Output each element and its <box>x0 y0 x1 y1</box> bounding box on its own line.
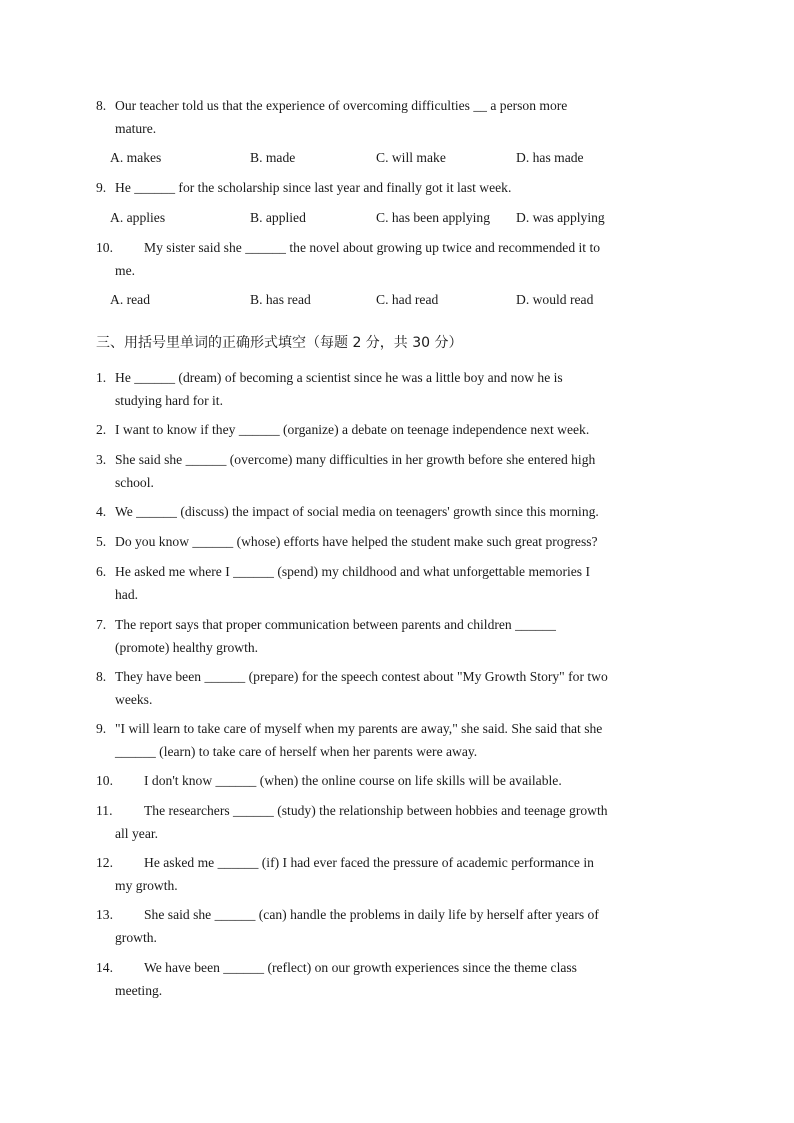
question-text: I want to know if they ______ (organize) a debate on teenage independence next week. <box>115 422 590 437</box>
question-fill-8 <box>96 666 696 711</box>
question-text: She said she ______ (can) handle the problems in daily life by herself after years of <box>144 907 599 922</box>
question-fill-11 <box>96 800 696 845</box>
question-text: He asked me where I ______ (spend) my childhood and what unforgettable memories I <box>115 564 591 579</box>
question-mc-9 <box>96 177 696 200</box>
question-number: 8. <box>96 669 107 684</box>
question-text: My sister said she ______ the novel about growing up twice and recommended it to <box>144 240 601 255</box>
question-number: 10. <box>96 240 113 255</box>
question-number: 8. <box>96 98 107 113</box>
options-mc-10 <box>110 289 710 311</box>
question-text-continued: ______ (learn) to take care of herself when her parents were away. <box>115 743 478 759</box>
question-text-continued: meeting. <box>115 982 163 998</box>
option-a: A. applies <box>110 210 166 225</box>
option-b: B. made <box>250 150 296 165</box>
question-number: 9. <box>96 180 107 195</box>
question-number: 12. <box>96 855 113 870</box>
question-number: 10. <box>96 773 113 788</box>
question-number: 14. <box>96 960 113 975</box>
question-number: 6. <box>96 564 107 579</box>
question-fill-14 <box>96 957 696 1002</box>
question-text: Do you know ______ (whose) efforts have helped the student make such great progress? <box>115 534 598 549</box>
question-number: 1. <box>96 370 107 385</box>
question-text: The researchers ______ (study) the relationship between hobbies and teenage growth <box>144 803 608 818</box>
option-c: C. has been applying <box>376 210 491 225</box>
option-a: A. makes <box>110 150 162 165</box>
question-fill-9 <box>96 718 696 763</box>
question-number: 11. <box>96 803 113 818</box>
question-text: We have been ______ (reflect) on our growth experiences since the theme class <box>144 960 577 975</box>
question-mc-10 <box>96 237 696 282</box>
option-b: B. has read <box>250 292 311 307</box>
option-c: C. will make <box>376 150 446 165</box>
section-title: 三、用括号里单词的正确形式填空（每题 2 分，共 30 分） <box>96 335 463 351</box>
option-d: D. was applying <box>516 210 605 225</box>
question-number: 4. <box>96 504 107 519</box>
question-text: He asked me ______ (if) I had ever faced the pressure of academic performance in <box>144 855 594 870</box>
question-text-continued: mature. <box>115 120 157 136</box>
question-fill-1 <box>96 367 696 412</box>
question-text-continued: growth. <box>115 929 157 945</box>
question-number: 3. <box>96 452 107 467</box>
question-text-continued: (promote) healthy growth. <box>115 639 259 655</box>
question-fill-2 <box>96 419 696 442</box>
option-a: A. read <box>110 292 151 307</box>
question-fill-7 <box>96 614 696 659</box>
question-number: 9. <box>96 721 107 736</box>
question-fill-13 <box>96 904 696 949</box>
question-text: The report says that proper communication between parents and children ______ <box>115 617 556 632</box>
question-number: 13. <box>96 907 113 922</box>
question-fill-6 <box>96 561 696 606</box>
question-fill-12 <box>96 852 696 897</box>
question-text: "I will learn to take care of myself when my parents are away," she said. She said that she <box>115 721 603 736</box>
question-fill-5 <box>96 531 696 554</box>
question-text-continued: school. <box>115 474 154 490</box>
question-text-continued: all year. <box>115 825 159 841</box>
question-number: 2. <box>96 422 107 437</box>
option-d: D. has made <box>516 150 584 165</box>
question-text-continued: studying hard for it. <box>115 392 223 408</box>
question-number: 7. <box>96 617 107 632</box>
question-text-continued: weeks. <box>115 691 153 707</box>
option-d: D. would read <box>516 292 594 307</box>
question-text: He ______ (dream) of becoming a scientist since he was a little boy and now he is <box>115 370 563 385</box>
options-mc-8 <box>110 147 710 169</box>
question-fill-4 <box>96 501 696 524</box>
question-text-continued: me. <box>115 262 136 278</box>
question-text: She said she ______ (overcome) many difficulties in her growth before she entered high <box>115 452 596 467</box>
question-text: We ______ (discuss) the impact of social media on teenagers' growth since this morning. <box>115 504 599 519</box>
question-text: They have been ______ (prepare) for the speech contest about "My Growth Story" for two <box>115 669 608 684</box>
question-number: 5. <box>96 534 107 549</box>
question-text: Our teacher told us that the experience of overcoming difficulties __ a person more <box>115 98 568 113</box>
question-fill-10 <box>96 770 696 793</box>
option-b: B. applied <box>250 210 306 225</box>
question-fill-3 <box>96 449 696 494</box>
question-text: I don't know ______ (when) the online course on life skills will be available. <box>144 773 562 788</box>
question-text-continued: had. <box>115 586 139 602</box>
option-c: C. had read <box>376 292 439 307</box>
options-mc-9 <box>110 207 710 229</box>
question-text: He ______ for the scholarship since last year and finally got it last week. <box>115 180 512 195</box>
question-mc-8 <box>96 95 696 140</box>
question-text-continued: my growth. <box>115 877 178 893</box>
